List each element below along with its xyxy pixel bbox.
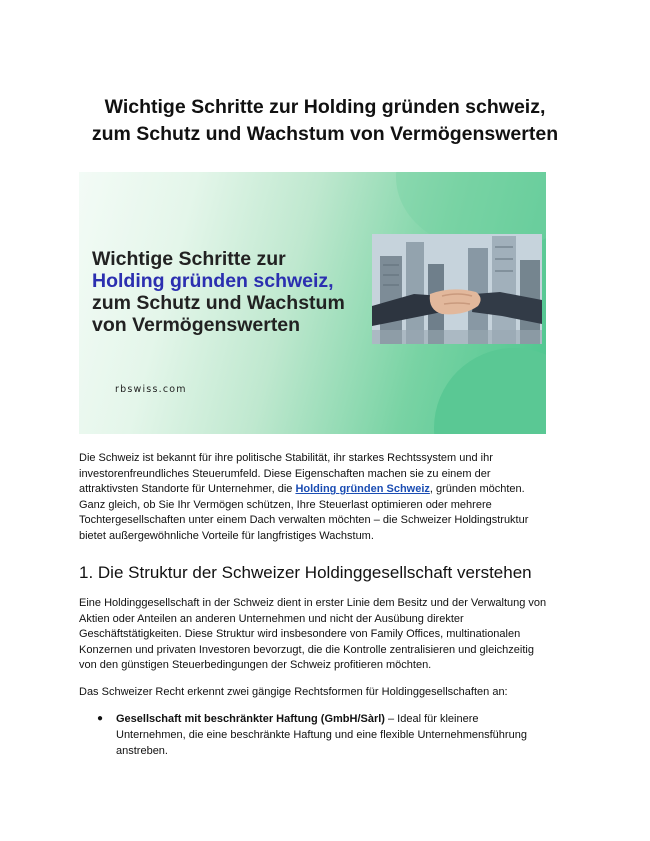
- title-line-1: Wichtige Schritte zur Holding gründen schweiz,: [104, 96, 546, 118]
- banner-image: [79, 172, 546, 434]
- title-line-2: zum Schutz und Wachstum von Vermögenswerten: [91, 123, 559, 145]
- document-title: [40, 94, 610, 148]
- legal-forms-intro: Das Schweizer Recht erkennt zwei gängige Rechtsformen für Holdinggesellschaften an:: [79, 686, 508, 698]
- handshake-photo: [372, 234, 542, 344]
- banner-heading-line-4: von Vermögenswerten: [92, 314, 301, 336]
- list-item: [97, 711, 557, 759]
- section-paragraph: [79, 596, 579, 674]
- banner-heading-line-1: Wichtige Schritte zur: [92, 248, 286, 270]
- handshake-icon: [372, 234, 542, 344]
- section-line-3: Geschäftstätigkeiten. Diese Struktur wird insbesondere von Family Offices, multinationalen: [79, 628, 521, 641]
- banner-heading: [92, 248, 392, 336]
- list-item-desc-1: – Ideal für kleinere: [384, 713, 479, 725]
- intro-line-1: Die Schweiz ist bekannt für ihre politische Stabilität, ihr starkes Rechtssystem und ihr: [79, 452, 493, 464]
- list-item-term: Gesellschaft mit beschränkter Haftung (GmbH/Sàrl): [116, 713, 385, 725]
- section-line-5: von den günstigen Steuerbedingungen der Schweiz profitieren möchten.: [79, 659, 432, 672]
- intro-line-6: bietet außergewöhnliche Vorteile für langfristiges Wachstum.: [79, 529, 374, 542]
- section-line-4: Konzernen und privaten Investoren bevorzugt, die die Kontrolle zentralisieren und gleichzeitig: [79, 643, 534, 656]
- intro-line-3a: attraktivsten Standorte für Unternehmer, die: [79, 483, 296, 496]
- legal-forms-list: [97, 711, 557, 759]
- list-item-desc-2: Unternehmen, die eine beschränkte Haftung und eine flexible Unternehmensführung: [116, 729, 527, 741]
- list-item-desc-3: anstreben.: [116, 745, 168, 757]
- intro-line-5: Tochtergesellschaften unter einem Dach verwalten möchten – die Schweizer Holdingstruktur: [79, 514, 529, 527]
- intro-line-2: investorenfreundliches Steuerumfeld. Diese Eigenschaften machen sie zu einem der: [79, 467, 491, 480]
- holding-gruenden-link[interactable]: Holding gründen Schweiz: [295, 483, 430, 496]
- section-line-1: Eine Holdinggesellschaft in der Schweiz dient in erster Linie dem Besitz und der Verwaltung von: [79, 597, 547, 609]
- banner-heading-line-2: Holding gründen schweiz,: [92, 270, 334, 292]
- bullet-dot-icon: ●: [97, 713, 104, 724]
- section-heading: 1. Die Struktur der Schweizer Holdinggesellschaft verstehen: [79, 563, 532, 582]
- intro-line-3b: , gründen möchten.: [429, 483, 525, 496]
- intro-paragraph: [79, 451, 579, 545]
- banner-decor-circle-bottom: [434, 348, 546, 434]
- intro-line-4: Ganz gleich, ob Sie Ihr Vermögen schützen, Ihre Steuerlast optimieren oder mehrere: [79, 498, 492, 511]
- banner-website: rbswiss.com: [115, 384, 187, 395]
- section-line-2: Aktien oder Anteilen an anderen Unternehmen und nicht der Ausübung direkter: [79, 612, 464, 625]
- banner-heading-line-3: zum Schutz und Wachstum: [92, 292, 345, 314]
